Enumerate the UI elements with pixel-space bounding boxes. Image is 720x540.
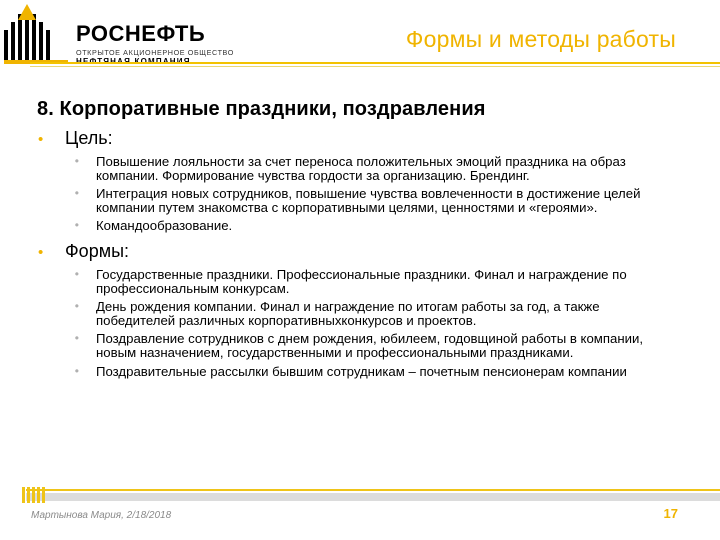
slide-heading: 8. Корпоративные праздники, поздравления [37, 98, 486, 120]
list-item [38, 300, 688, 327]
bullet-list [38, 155, 688, 233]
logo-text [76, 22, 234, 67]
section-head [38, 128, 688, 149]
list-item [38, 155, 688, 182]
list-item [38, 268, 688, 295]
section-head [38, 241, 688, 262]
rosneft-logo-icon [4, 4, 68, 64]
list-item-text: Интеграция новых сотрудников, повышение чувства вовлеченности в достижение целей компании путем знакомства с корпоративными целями, ценностями и «героями». [96, 186, 641, 215]
header-divider-thin [30, 66, 720, 67]
bullet-icon: • [74, 218, 79, 233]
section-forms [38, 241, 688, 378]
logo-name: РОСНЕФТЬ [76, 21, 206, 46]
bullet-icon: • [74, 186, 79, 201]
page-number: 17 [663, 506, 678, 521]
section-goal [38, 128, 688, 233]
list-item [38, 187, 688, 214]
footer-author: Мартынова Мария, 2/18/2018 [31, 510, 172, 521]
header-title: Формы и методы работы [405, 26, 676, 52]
bullet-icon: • [74, 299, 79, 314]
bullet-icon: • [74, 266, 79, 281]
bullet-icon: • [38, 243, 44, 261]
list-item-text: Государственные праздники. Профессиональные праздники. Финал и награждение по профессиональным конкурсам. [96, 266, 627, 296]
list-item-text: Повышение лояльности за счет переноса положительных эмоций праздника на образ компании. Формирование чувства гордости за организацию. Брендинг. [96, 154, 626, 183]
list-item-text: Поздравительные рассылки бывшим сотрудникам – почетным пенсионерам компании [96, 363, 627, 379]
section-title: Цель: [65, 128, 113, 148]
slide-content [38, 128, 688, 383]
footer-divider [26, 489, 720, 491]
list-item-text: Поздравление сотрудников с днем рождения, юбилеем, годовщиной работы в компании, новым назначением, государственными и профессиональными праздниками. [96, 331, 644, 360]
bullet-icon: • [74, 331, 79, 346]
list-item [38, 332, 688, 359]
logo-subtitle: ОТКРЫТОЕ АКЦИОНЕРНОЕ ОБЩЕСТВО [76, 48, 234, 57]
list-item [38, 219, 688, 233]
footer-stripes-icon [22, 487, 50, 503]
list-item-text: День рождения компании. Финал и награждение по итогам работы за год, а также победителей различных корпоративныхконкурсов и проектов. [96, 299, 600, 328]
header-divider [30, 62, 720, 64]
list-item-text: Командообразование. [96, 218, 233, 234]
bullet-icon: • [74, 363, 79, 378]
list-item [38, 365, 688, 379]
section-title: Формы: [65, 240, 130, 261]
bullet-icon: • [74, 154, 79, 168]
footer-band [26, 493, 720, 501]
bullet-list [38, 268, 688, 378]
bullet-icon: • [38, 131, 44, 148]
